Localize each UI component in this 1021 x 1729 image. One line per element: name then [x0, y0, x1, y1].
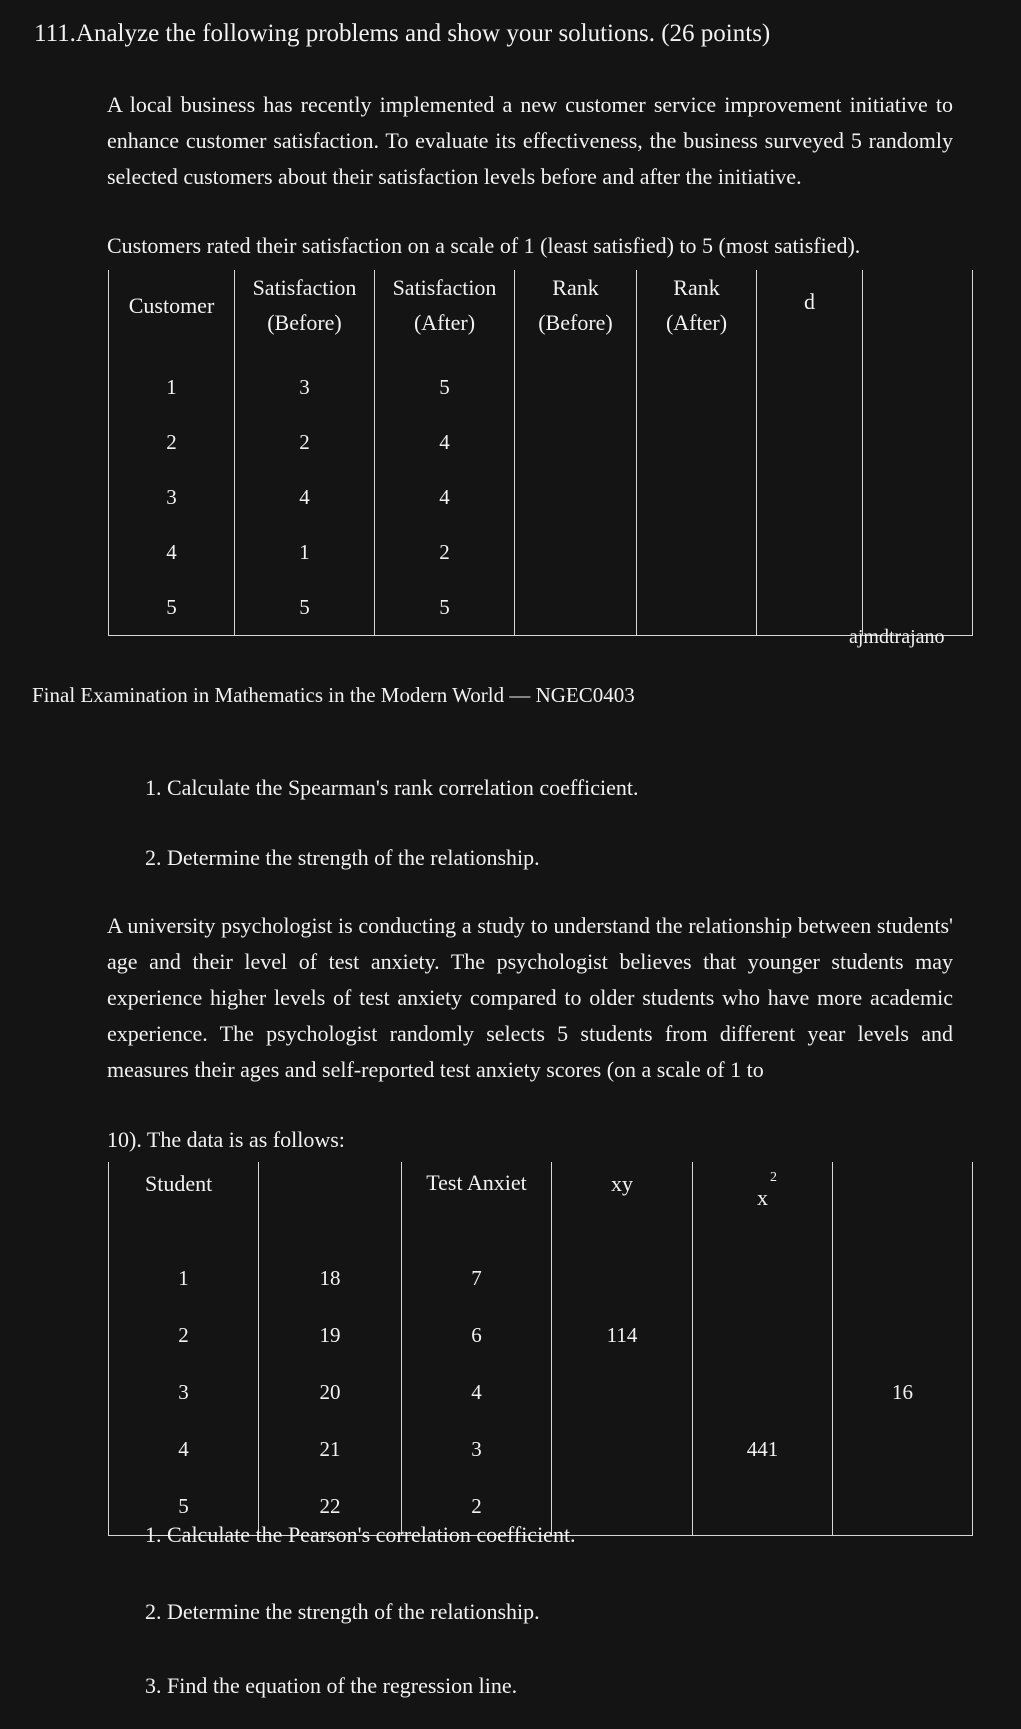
cell-age: 21 [259, 1421, 402, 1478]
header-rank-before: Rank (Before) [515, 270, 637, 360]
cell-anxiety: 3 [402, 1421, 552, 1478]
table-row [109, 1421, 973, 1478]
cell-customer: 2 [109, 415, 235, 470]
cell-after: 5 [375, 580, 515, 635]
header-age [259, 1162, 402, 1250]
table-row [109, 415, 973, 470]
problem1-scale-note: Customers rated their satisfaction on a scale of 1 (least satisfied) to 5 (most satisfied). [107, 233, 861, 258]
cell-d [757, 415, 863, 470]
cell-extra [833, 1421, 973, 1478]
cell-customer: 3 [109, 470, 235, 525]
cell-after: 4 [375, 470, 515, 525]
cell-before: 1 [235, 525, 375, 580]
problem1-intro: A local business has recently implemented a new customer service improvement initiative to enhance customer satisfaction. To evaluate its effectiveness, the business surveyed 5 randomly selected customers about their satisfaction levels before and after the initiative. [107, 92, 953, 189]
satisfaction-table [108, 270, 973, 636]
table-row [109, 1364, 973, 1421]
cell-after: 2 [375, 525, 515, 580]
cell-d [757, 525, 863, 580]
cell-d [757, 580, 863, 635]
cell-student: 1 [109, 1250, 259, 1307]
header-customer: Customer [109, 270, 235, 360]
cell-anxiety: 2 [402, 1478, 552, 1535]
cell-x-squared: 441 [693, 1421, 833, 1478]
header-rank-after: Rank (After) [637, 270, 757, 360]
cell-customer: 5 [109, 580, 235, 635]
header-satisfaction-before: Satisfaction (Before) [235, 270, 375, 360]
cell-x-squared [693, 1478, 833, 1535]
cell-x-squared [693, 1364, 833, 1421]
cell-d [757, 470, 863, 525]
cell-student: 5 [109, 1478, 259, 1535]
cell-age: 20 [259, 1364, 402, 1421]
cell-after: 5 [375, 360, 515, 415]
table-header-row [109, 270, 973, 360]
question-item: 3. Find the equation of the regression line. [145, 1673, 518, 1698]
cell-rank-before [515, 580, 637, 635]
header-xy: xy [552, 1162, 693, 1250]
cell-after: 4 [375, 415, 515, 470]
table-row [109, 525, 973, 580]
cell-extra [833, 1478, 973, 1535]
header-student: Student [109, 1162, 259, 1250]
table-row [109, 470, 973, 525]
header-anxiety: Test Anxiet [402, 1162, 552, 1250]
header-satisfaction-after: Satisfaction (After) [375, 270, 515, 360]
cell-rank-before [515, 525, 637, 580]
cell-extra [863, 470, 973, 525]
table-row [109, 1250, 973, 1307]
cell-rank-before [515, 360, 637, 415]
cell-student: 2 [109, 1307, 259, 1364]
section-heading: 111.Analyze the following problems and show your solutions. (26 points) [34, 20, 771, 47]
cell-rank-after [637, 525, 757, 580]
question-item: 2. Determine the strength of the relationship. [145, 845, 540, 870]
cell-xy: 114 [552, 1307, 693, 1364]
cell-age: 18 [259, 1250, 402, 1307]
cell-rank-after [637, 360, 757, 415]
cell-extra: 16 [833, 1364, 973, 1421]
cell-before: 4 [235, 470, 375, 525]
question-item: 1. Calculate the Spearman's rank correlation coefficient. [145, 775, 639, 800]
question-item: 2. Determine the strength of the relationship. [145, 1599, 540, 1624]
cell-d [757, 360, 863, 415]
cell-extra [833, 1250, 973, 1307]
cell-before: 2 [235, 415, 375, 470]
header-d: d [757, 270, 863, 360]
table-header-row [109, 1162, 973, 1250]
cell-extra [833, 1307, 973, 1364]
table-row [109, 580, 973, 635]
cell-customer: 1 [109, 360, 235, 415]
cell-rank-after [637, 470, 757, 525]
cell-rank-after [637, 580, 757, 635]
header-extra [833, 1162, 973, 1250]
cell-anxiety: 6 [402, 1307, 552, 1364]
header-extra [863, 270, 973, 360]
header-x-squared: 2 x [693, 1162, 833, 1250]
cell-xy [552, 1364, 693, 1421]
exam-footer: Final Examination in Mathematics in the Modern World — NGEC0403 [32, 683, 635, 707]
cell-xy [552, 1250, 693, 1307]
cell-x-squared [693, 1307, 833, 1364]
problem2-intro-cont: 10). The data is as follows: [107, 1127, 345, 1152]
watermark: ajmdtrajano [849, 626, 945, 648]
cell-student: 4 [109, 1421, 259, 1478]
cell-x-squared [693, 1250, 833, 1307]
cell-rank-before [515, 415, 637, 470]
anxiety-table [108, 1162, 973, 1536]
cell-xy [552, 1421, 693, 1478]
cell-anxiety: 7 [402, 1250, 552, 1307]
cell-anxiety: 4 [402, 1364, 552, 1421]
cell-extra [863, 525, 973, 580]
cell-age: 22 [259, 1478, 402, 1535]
cell-before: 3 [235, 360, 375, 415]
table-row [109, 1307, 973, 1364]
cell-extra [863, 360, 973, 415]
cell-extra [863, 415, 973, 470]
cell-customer: 4 [109, 525, 235, 580]
cell-age: 19 [259, 1307, 402, 1364]
problem2-intro: A university psychologist is conducting a study to understand the relationship between students' age and their level of test anxiety. The psychologist believes that younger students may experience higher levels of test anxiety compared to older students who have more academic experience. The psychologist randomly selects 5 students from different year levels and measures their ages and self-reported test anxiety scores (on a scale of 1 to [107, 913, 953, 1082]
cell-before: 5 [235, 580, 375, 635]
cell-student: 3 [109, 1364, 259, 1421]
cell-rank-before [515, 470, 637, 525]
cell-rank-after [637, 415, 757, 470]
question-item: 1. Calculate the Pearson's correlation coefficient. [145, 1522, 576, 1547]
table-row [109, 360, 973, 415]
